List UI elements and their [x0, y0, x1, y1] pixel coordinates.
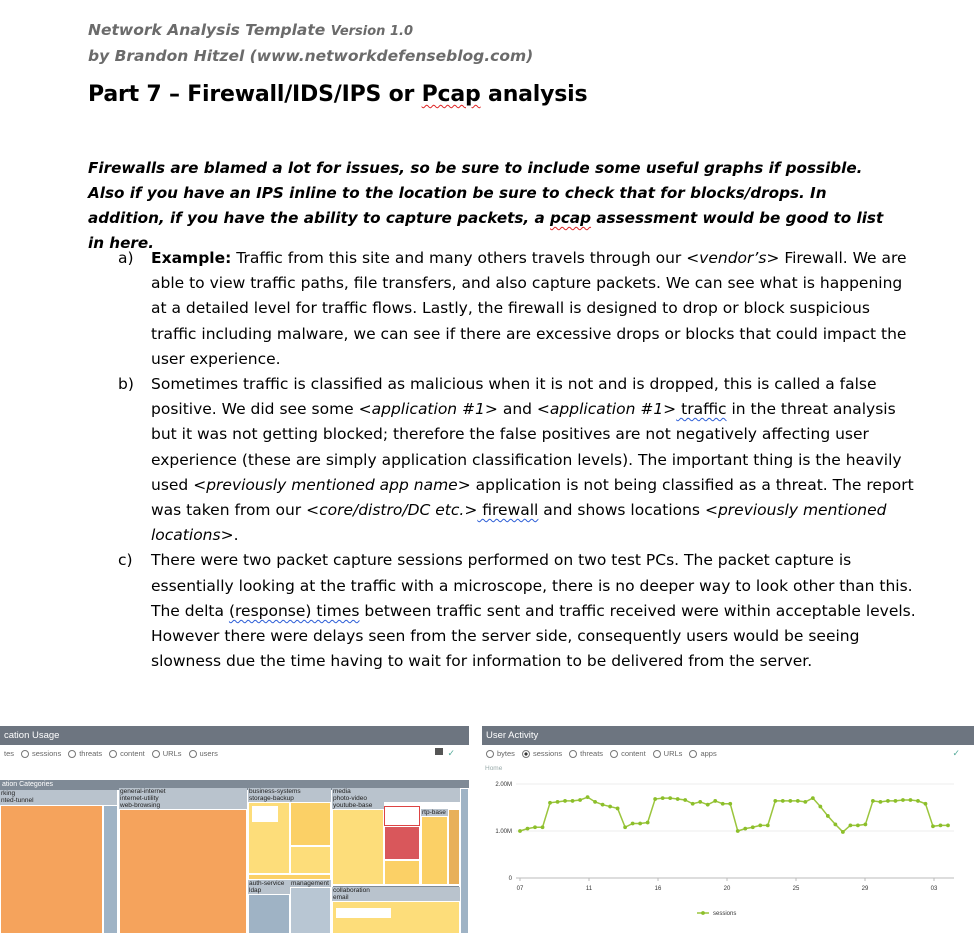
data-point: [946, 823, 950, 827]
data-point: [894, 799, 898, 803]
data-point: [616, 807, 620, 811]
data-point: [924, 802, 928, 806]
data-point: [646, 821, 650, 825]
data-point: [578, 798, 582, 802]
data-point: [623, 825, 627, 829]
treemap-cell[interactable]: [290, 846, 331, 874]
category-label: collaboration: [332, 887, 460, 894]
list-item: b) Sometimes traffic is classified as malicious when it is not and is dropped, this is called a false positive. We did see some <application #1> and <application #1> traffic in the threat analysis but it was not getting blocked; therefore the false positives are not negatively affecting user experience (these are simply application classification levels). The important thing is the heavily used <previously mentioned app name> application is not being classified as a threat. The report was taken from our <core/distro/DC etc.> firewall and shows locations <previously mentioned locations>.: [118, 372, 918, 548]
panel-title: User Activity: [482, 726, 974, 745]
radio-icon: [189, 750, 197, 758]
template-name-line: [88, 18, 533, 44]
data-point: [909, 798, 913, 802]
category-label: photo-video: [332, 795, 460, 802]
option-urls[interactable]: URLs: [152, 749, 182, 758]
intro-paragraph: Firewalls are blamed a lot for issues, so be sure to include some useful graphs if possible. Also if you have an IPS inline to the location be sure to check that for blocks/drops. In addition, if you have the ability to capture packets, a pcap assessment would be good to list in here.: [88, 159, 884, 252]
data-point: [608, 805, 612, 809]
data-point: [713, 799, 717, 803]
data-point: [826, 814, 830, 818]
option-bytes[interactable]: bytes: [486, 749, 515, 758]
x-tick-label: 20: [723, 886, 731, 892]
category-label: management: [290, 880, 331, 887]
data-point: [751, 825, 755, 829]
data-point: [871, 799, 875, 803]
treemap-cell[interactable]: [460, 788, 469, 934]
y-tick-label: 0: [508, 876, 512, 882]
data-point: [563, 799, 567, 803]
data-point: [668, 796, 672, 800]
data-point: [706, 803, 710, 807]
treemap-cell: [252, 806, 278, 822]
data-point: [856, 823, 860, 827]
data-point: [593, 800, 597, 804]
user-activity-chart: [482, 726, 974, 934]
treemap-cell[interactable]: [448, 809, 460, 885]
grammar-flag: (response) times: [228, 601, 360, 620]
option-users[interactable]: users: [189, 749, 218, 758]
template-version: Version 1.0: [330, 24, 413, 39]
data-point: [864, 823, 868, 827]
template-name: Network Analysis Template: [88, 21, 326, 39]
category-label: email: [332, 894, 460, 901]
data-point: [721, 802, 725, 806]
data-point: [788, 799, 792, 803]
data-point: [818, 805, 822, 809]
grammar-flag: firewall: [477, 501, 539, 520]
category-label: auth-service: [248, 880, 290, 887]
list-item: c) There were two packet capture sessions performed on two test PCs. The packet capture is essentially looking at the traffic with a microscope, there is no deeper way to look other than this. The delta (response) times between traffic sent and traffic received were within acceptable levels. However there were delays seen from the server side, consequently users would be seeing slowness due the time having to wait for information to be delivered from the server.: [118, 548, 918, 674]
option-apps[interactable]: apps: [689, 749, 716, 758]
treemap-cell: [336, 908, 391, 918]
option-threats[interactable]: threats: [569, 749, 603, 758]
treemap-cell[interactable]: [119, 809, 247, 934]
category-label: web-browsing: [119, 802, 247, 809]
category-label: youtube-base: [332, 802, 384, 809]
findings-list: [118, 246, 918, 674]
data-point: [533, 825, 537, 829]
data-point: [931, 824, 935, 828]
part-title: Part 7 – Firewall/IDS/IPS or Pcap analysis: [88, 82, 588, 107]
list-marker: b): [118, 375, 134, 394]
example-label: Example:: [151, 249, 232, 267]
data-point: [526, 827, 530, 831]
y-tick-label: 1.00M: [495, 829, 512, 835]
legend-marker: [701, 911, 705, 915]
radio-icon: [68, 750, 76, 758]
data-point: [803, 800, 807, 804]
data-point: [736, 829, 740, 833]
category-label: storage-backup: [248, 795, 331, 802]
data-point: [691, 802, 695, 806]
radio-icon: [21, 750, 29, 758]
x-tick-label: 03: [930, 886, 938, 892]
treemap-cell[interactable]: [290, 802, 331, 846]
category-label: rking: [0, 790, 117, 797]
data-point: [901, 798, 905, 802]
document-header: [88, 18, 533, 68]
data-point: [698, 800, 702, 804]
data-point: [601, 803, 605, 807]
data-point: [518, 829, 522, 833]
checkmark-icon[interactable]: ✓: [447, 748, 455, 758]
data-point: [916, 799, 920, 803]
data-point: [811, 796, 815, 800]
category-label: nted-tunnel: [0, 797, 117, 805]
y-tick-label: 2.00M: [495, 782, 512, 788]
treemap-cell[interactable]: [421, 816, 448, 885]
series-line: [520, 797, 948, 832]
data-point: [661, 796, 665, 800]
list-item: a) Example: Traffic from this site and many others travels through our <vendor’s> Firewall. We are able to view traffic paths, file transfers, and also capture packets. We can see what is happening at a detailed level for traffic flows. Lastly, the firewall is designed to drop or block suspicious traffic including malware, we can see if there are excessive drops or blocks that could impact the user experience.: [118, 246, 918, 372]
data-point: [743, 827, 747, 831]
category-label: internet-utility: [119, 795, 247, 802]
data-point: [841, 830, 845, 834]
table-view-icon[interactable]: [435, 748, 443, 755]
treemap-cell[interactable]: [384, 860, 420, 885]
data-point: [796, 799, 800, 803]
category-label: general-internet: [119, 788, 247, 795]
data-point: [586, 795, 590, 799]
data-point: [939, 823, 943, 827]
option-bytes[interactable]: tes: [4, 749, 15, 758]
treemap-cell[interactable]: [384, 826, 420, 860]
data-point: [541, 825, 545, 829]
radio-icon: [109, 750, 117, 758]
data-point: [781, 799, 785, 803]
x-tick-label: 16: [654, 886, 662, 892]
treemap-cell[interactable]: [103, 805, 118, 934]
data-point: [833, 823, 837, 827]
data-point: [548, 801, 552, 805]
data-point: [631, 822, 635, 826]
treemap-cell[interactable]: [248, 894, 290, 934]
option-content[interactable]: content: [109, 749, 145, 758]
checkmark-icon[interactable]: ✓: [952, 748, 960, 758]
data-point: [766, 823, 770, 827]
treemap-cell[interactable]: [290, 887, 331, 934]
home-link[interactable]: Home: [485, 765, 503, 772]
radio-icon: [152, 750, 160, 758]
data-point: [773, 799, 777, 803]
data-point: [676, 797, 680, 801]
x-tick-label: 07: [516, 886, 524, 892]
option-content[interactable]: content: [610, 749, 646, 758]
application-usage-panel: [0, 726, 469, 934]
option-sessions[interactable]: sessions: [21, 749, 61, 758]
metric-options: [0, 745, 469, 762]
option-urls[interactable]: URLs: [653, 749, 683, 758]
treemap-cell[interactable]: [332, 809, 384, 885]
data-point: [653, 797, 657, 801]
data-point: [683, 798, 687, 802]
grammar-flag: traffic: [676, 400, 727, 419]
category-label: business-systems: [248, 788, 331, 795]
x-tick-label: 25: [792, 886, 800, 892]
treemap-cell[interactable]: [384, 806, 420, 826]
category-label: ldap: [248, 887, 290, 894]
data-point: [879, 800, 883, 804]
panel-title: cation Usage: [0, 726, 469, 745]
treemap-cell[interactable]: [0, 805, 103, 934]
x-tick-label: 29: [861, 886, 869, 892]
spellcheck-word: Pcap: [421, 82, 481, 107]
option-threats[interactable]: threats: [68, 749, 102, 758]
category-label: media: [332, 788, 460, 795]
spellcheck-word: pcap: [550, 209, 592, 227]
category-label: rtp-base: [421, 809, 448, 816]
data-point: [556, 800, 560, 804]
user-activity-panel: [482, 726, 974, 934]
data-point: [758, 823, 762, 827]
legend-label: sessions: [713, 911, 737, 917]
data-point: [638, 822, 642, 826]
list-marker: a): [118, 249, 134, 267]
categories-header: ation Categories: [0, 780, 469, 790]
data-point: [571, 799, 575, 803]
data-point: [848, 823, 852, 827]
list-marker: c): [118, 551, 133, 570]
x-tick-label: 11: [585, 886, 593, 892]
author-line: by Brandon Hitzel (www.networkdefenseblog.com): [88, 47, 534, 65]
data-point: [886, 799, 890, 803]
option-sessions[interactable]: sessions: [522, 749, 562, 758]
data-point: [728, 802, 732, 806]
